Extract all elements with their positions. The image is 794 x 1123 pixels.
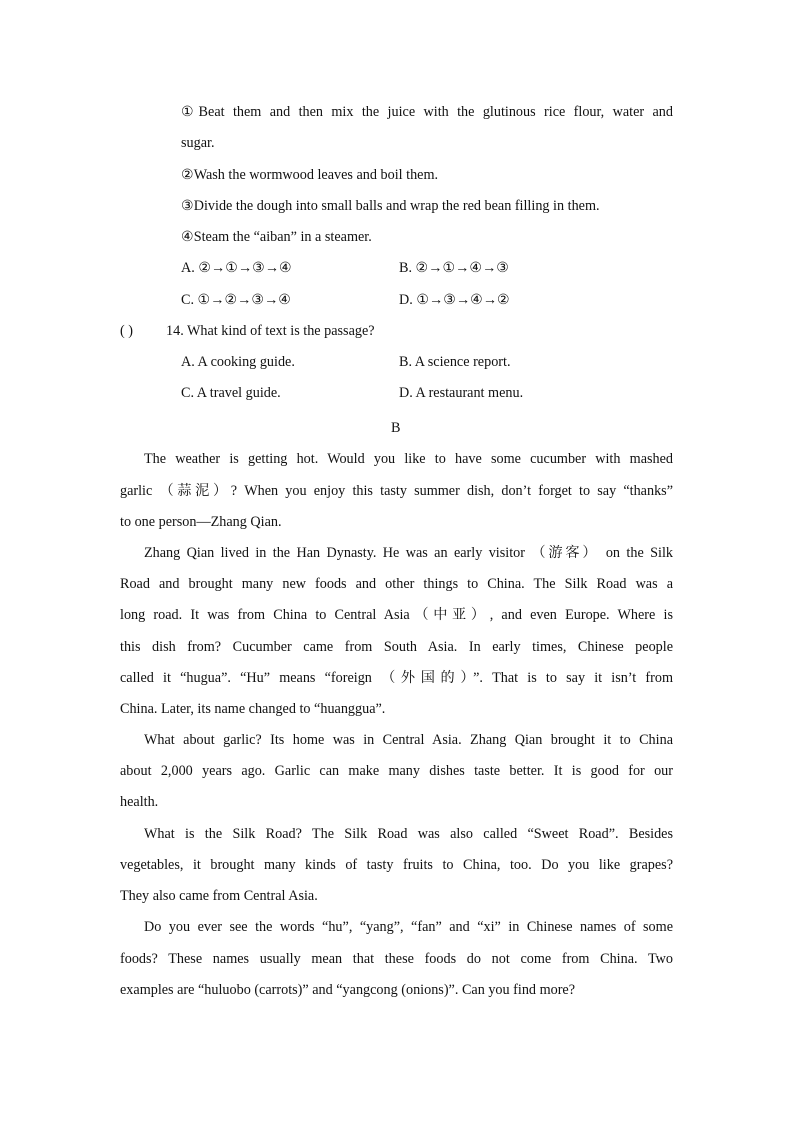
q14-option-a[interactable]: A. A cooking guide. xyxy=(181,354,295,370)
passage-line: health. xyxy=(120,794,159,810)
passage-line: long road. It was from China to Central Asia（中亚）, and even Europe. Where is xyxy=(120,607,673,623)
q13-option-b[interactable]: B. ②→①→④→③ xyxy=(399,260,509,276)
q14-option-d[interactable]: D. A restaurant menu. xyxy=(399,385,524,401)
q14-answer-bracket[interactable]: ( ) xyxy=(120,323,133,339)
q13-option-a[interactable]: A. ②→①→③→④ xyxy=(181,260,292,276)
q13-step-1: ①Beat them and then mix the juice with the glutinous rice flour, water and xyxy=(181,104,673,120)
q13-step-3: ③Divide the dough into small balls and wrap the red bean filling in them. xyxy=(181,198,600,214)
passage-line: Zhang Qian lived in the Han Dynasty. He was an early visitor （游客） on the Silk xyxy=(144,545,673,561)
passage-line: Do you ever see the words “hu”, “yang”, “fan” and “xi” in Chinese names of some xyxy=(144,919,673,935)
q13-step-2: ②Wash the wormwood leaves and boil them. xyxy=(181,167,439,183)
passage-line: this dish from? Cucumber came from South Asia. In early times, Chinese people xyxy=(120,639,673,655)
q14-question: 14. What kind of text is the passage? xyxy=(166,323,375,339)
passage-line: about 2,000 years ago. Garlic can make many dishes taste better. It is good for our xyxy=(120,763,673,779)
passage-line: called it “hugua”. “Hu” means “foreign （外国的）”. That is to say it isn’t from xyxy=(120,670,673,686)
q13-step-4: ④Steam the “aiban” in a steamer. xyxy=(181,229,372,245)
section-b-heading: B xyxy=(391,420,401,436)
passage-line: examples are “huluobo (carrots)” and “yangcong (onions)”. Can you find more? xyxy=(120,982,576,998)
passage-line: What about garlic? Its home was in Central Asia. Zhang Qian brought it to China xyxy=(144,732,673,748)
q13-step-1-cont: sugar. xyxy=(181,135,215,151)
passage-line: vegetables, it brought many kinds of tasty fruits to China, too. Do you like grapes? xyxy=(120,857,673,873)
passage-line: garlic （蒜泥）? When you enjoy this tasty summer dish, don’t forget to say “thanks” xyxy=(120,483,673,499)
passage-line: to one person—Zhang Qian. xyxy=(120,514,282,530)
passage-line: They also came from Central Asia. xyxy=(120,888,318,904)
passage-line: China. Later, its name changed to “huanggua”. xyxy=(120,701,386,717)
q13-option-c[interactable]: C. ①→②→③→④ xyxy=(181,292,291,308)
q14-option-c[interactable]: C. A travel guide. xyxy=(181,385,281,401)
q14-option-b[interactable]: B. A science report. xyxy=(399,354,511,370)
passage-line: foods? These names usually mean that these foods do not come from China. Two xyxy=(120,951,673,967)
passage-line: What is the Silk Road? The Silk Road was also called “Sweet Road”. Besides xyxy=(144,826,673,842)
passage-line: Road and brought many new foods and other things to China. The Silk Road was a xyxy=(120,576,673,592)
q13-option-d[interactable]: D. ①→③→④→② xyxy=(399,292,510,308)
passage-line: The weather is getting hot. Would you like to have some cucumber with mashed xyxy=(144,451,673,467)
